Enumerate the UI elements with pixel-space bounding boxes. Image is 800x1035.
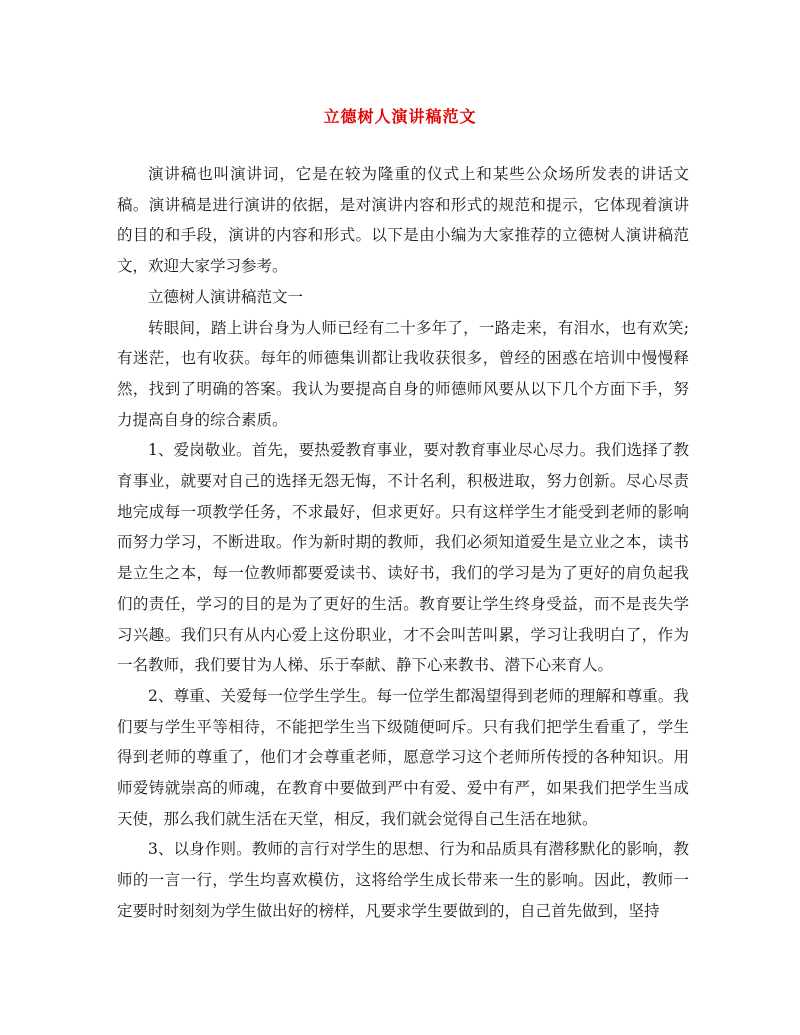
section-heading: 立德树人演讲稿范文一 (148, 287, 304, 306)
body-paragraph: 1、爱岗敬业。首先，要热爱教育事业，要对教育事业尽心尽力。我们选择了教育事业，就要对自己的选择无怨无悔，不计名利，积极进取，努力创新。尽心尽责地完成每一项教学任务，不求最好，但求更好。只有这样学生才能受到老师的影响而努力学习，不断进取。作为新时期的教师，我们必须知道爱生是立业之本，读书是立生之本，每一位教师都要爱读书、读好书，我们的学习是为了更好的肩负起我们的责任，学习的目的是为了更好的生活。教育要让学生终身受益，而不是丧失学习兴趣。我们只有从内心爱上这份职业，才不会叫苦叫累，学习让我明白了，作为一名教师，我们要甘为人梯、乐于奉献、静下心来教书、潜下心来育人。 (117, 441, 689, 675)
body-paragraph: 3、以身作则。教师的言行对学生的思想、行为和品质具有潜移默化的影响，教师的一言一行，学生均喜欢模仿，这将给学生成长带来一生的影响。因此，教师一定要时时刻刻为学生做出好的榜样，凡要求学生要做到的，自己首先做到，坚持 (117, 840, 689, 920)
body-paragraph: 2、尊重、关爱每一位学生学生。每一位学生都渴望得到老师的理解和尊重。我们要与学生平等相待，不能把学生当下级随便呵斥。只有我们把学生看重了，学生得到老师的尊重了，他们才会尊重老师，愿意学习这个老师所传授的各种知识。用师爱铸就崇高的师魂，在教育中要做到严中有爱、爱中有严，如果我们把学生当成天使，那么我们就生活在天堂，相反，我们就会觉得自己生活在地狱。 (117, 686, 689, 828)
intro-paragraph: 演讲稿也叫演讲词，它是在较为隆重的仪式上和某些公众场所发表的讲话文稿。演讲稿是进行演讲的依据，是对演讲内容和形式的规范和提示，它体现着演讲的目的和手段，演讲的内容和形式。以下是由小编为大家推荐的立德树人演讲稿范文，欢迎大家学习参考。 (117, 165, 689, 276)
document-title: 立德树人演讲稿范文 (323, 107, 477, 126)
body-paragraph: 转眼间，踏上讲台身为人师已经有二十多年了，一路走来，有泪水，也有欢笑;有迷茫，也有收获。每年的师德集训都让我收获很多，曾经的困惑在培训中慢慢释然，找到了明确的答案。我认为要提高自身的师德师风要从以下几个方面下手，努力提高自身的综合素质。 (117, 318, 689, 429)
document-body (117, 159, 689, 927)
